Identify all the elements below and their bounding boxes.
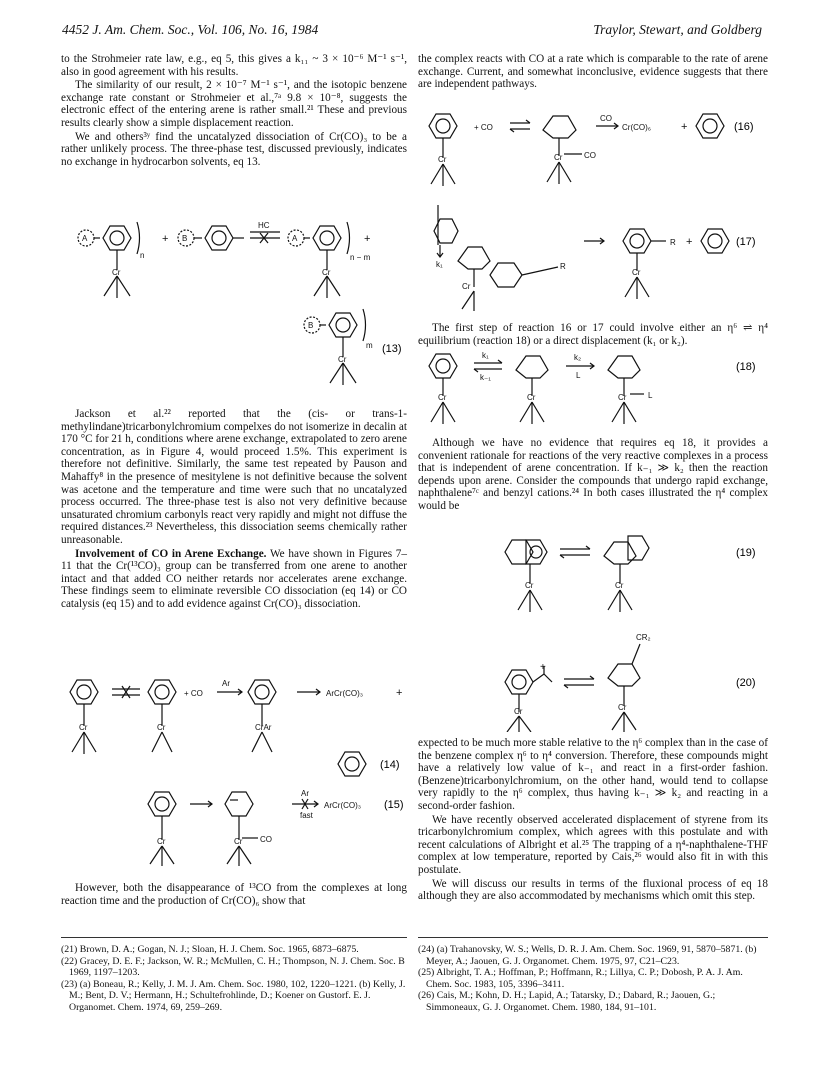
label-co: CO xyxy=(600,114,612,123)
equation-number-13: (13) xyxy=(382,343,402,355)
scheme-eq19 xyxy=(418,530,768,625)
paragraph: Jackson et al.²² reported that the (cis- or trans-1-methylindane)tricarbonylchromium compelxes do not isomerize in decalin at 170 °C for 21 h, conditions where arene exchange, extrapolated to zero arene concentration, as in Figure 4, would proceed 1.5%. This experiment is therefore not definitive. Similarly, the same test repeated by Pauson and Mahaffy⁸ in the presence of mesitylene is not definitive because the solvent was acetone and the temperature and time were such that no uncatalyzed process occurred. The three-phase test is also not very definitive because unsaturated chromium carbonyls react very rapidly and might not diffuse the required distances.²³ Nevertheless, this dissociation seems chemically rather unreasonable. xyxy=(61,408,407,546)
label-n: n xyxy=(140,251,145,260)
label-cr: Cr xyxy=(462,282,471,291)
footnote: (25) Albright, T. A.; Hoffman, P.; Hoffmann, R.; Lillya, C. P.; Dobosh, P. A. J. Am. Chem. Soc. 1983, 105, 3396–3411. xyxy=(418,967,743,990)
label-k2: k₂ xyxy=(574,353,582,362)
label-cr: Cr xyxy=(527,393,536,402)
label-crco6: Cr(CO)₆ xyxy=(622,123,651,132)
paragraph: We have recently observed accelerated displacement of styrene from its tricarbonylchromium complex, which agrees with this postulate and with recent calculations of Albright et al.²⁵ The trapping of a η⁴-naphthalene-THF complex at low temperature, reported by Cais,²⁶ would also fit in with this postulate. xyxy=(418,813,768,876)
scheme-eq18 xyxy=(418,350,768,435)
scheme-eq20 xyxy=(418,622,768,732)
label-m: m xyxy=(366,341,373,350)
footnote: (22) Gracey, D. E. F.; Jackson, W. R.; McMullen, C. H.; Thompson, N. J. Chem. Soc. B 1969, 1197–1203. xyxy=(61,955,405,979)
svg-text:+: + xyxy=(396,687,403,699)
label-R: R xyxy=(670,238,676,247)
equation-number-19: (19) xyxy=(736,547,756,559)
label-L: L xyxy=(576,371,581,380)
footnote: (21) Brown, D. A.; Gogan, N. J.; Sloan, H. J. Chem. Soc. 1965, 6873–6875. xyxy=(61,944,359,955)
equation-number-14: (14) xyxy=(380,759,400,771)
svg-text:+: + xyxy=(681,121,688,133)
scheme-eq16 xyxy=(418,100,768,200)
paragraph: expected to be much more stable relative to the η⁶ complex than in the case of the benzene complex η⁶ to η⁴ conversion. Therefore, these compounds might have a relatively low value of k₋₁ and react in a first-order fashion. (Benzene)tricarbonylchromium, on the other hand, would tend to collapse very rapidly to the η⁶ complex, thus having k₋₁ ≫ k₂ and reacting in a second-order fashion. xyxy=(418,737,768,812)
footnote: (26) Cais, M.; Kohn, D. H.; Lapid, A.; Tatarsky, D.; Dabard, R.; Jaouen, G.; Simmoneaux, G. J. Organomet. Chem. 1980, 184, 91–101. xyxy=(418,990,716,1013)
label-arcrco3: ArCr(CO)₃ xyxy=(326,689,364,698)
label-cr: Cr xyxy=(554,153,563,162)
right-column-bottom xyxy=(418,737,768,904)
equation-number-17: (17) xyxy=(736,236,756,248)
left-column-bottom xyxy=(61,882,407,908)
label-cr: Cr xyxy=(615,581,624,590)
section-paragraph: Involvement of CO in Arene Exchange. We have shown in Figures 7–11 that the Cr(¹³CO)₃ group can be transferred from one arene to another intact and that added CO neither retards nor accelerates arene exchange. These findings seem to eliminate reversible CO dissociation (eq 14) or CO catalysis (eq 15) and to add evidence against Cr(CO)₃ dissociation. xyxy=(61,547,407,610)
label-co: CO xyxy=(584,151,596,160)
svg-text:+: + xyxy=(364,233,371,245)
running-head-journal: 4452 J. Am. Chem. Soc., Vol. 106, No. 16, 1984 xyxy=(62,22,319,37)
scheme-eq14 xyxy=(62,668,412,788)
label-k1: k₁ xyxy=(482,351,489,360)
scheme-eq15 xyxy=(62,780,412,870)
label-cr: Cr xyxy=(525,581,534,590)
label-cr: Cr xyxy=(157,837,166,846)
paragraph: The similarity of our result, 2 × 10⁻⁷ M⁻¹ s⁻¹, and the isotopic benzene exchange rate constant or Strohmeier et al.,⁷ᵃ 9.8 × 10⁻⁸, suggests the electronic effect of the entering arene is rather small.²¹ These and previous results clearly show a simple displacement reaction. xyxy=(61,79,407,129)
left-column-middle xyxy=(61,408,407,612)
label-co: CO xyxy=(260,835,272,844)
footnotes-left xyxy=(61,944,407,1014)
label-B: B xyxy=(182,234,188,243)
scheme-eq13 xyxy=(62,200,412,400)
label-L: L xyxy=(648,391,653,400)
label-ar: Ar xyxy=(222,679,230,688)
label-cr: Cr xyxy=(618,393,627,402)
page-header xyxy=(62,22,762,42)
label-fast: fast xyxy=(300,811,313,820)
right-column-p3 xyxy=(418,437,768,514)
svg-text:+: + xyxy=(162,233,169,245)
footnote-divider xyxy=(61,937,407,938)
label-k1: k₁ xyxy=(436,260,443,269)
label-ar: Ar xyxy=(301,789,309,798)
label-cr: Cr xyxy=(234,837,243,846)
running-head-authors: Traylor, Stewart, and Goldberg xyxy=(593,22,762,37)
label-A: A xyxy=(292,234,298,243)
label-crar: CrAr xyxy=(255,723,272,732)
right-column-p2 xyxy=(418,322,768,348)
equation-number-18: (18) xyxy=(736,361,756,373)
label-B: B xyxy=(308,321,314,330)
label-k-minus-1: k₋₁ xyxy=(480,373,491,382)
svg-text:+: + xyxy=(540,662,546,673)
paragraph: However, both the disappearance of ¹³CO from the complexes at long reaction time and the production of Cr(CO)₆ show that xyxy=(61,882,407,907)
footnote: (23) (a) Boneau, R.; Kelly, J. M. J. Am. Chem. Soc. 1980, 102, 1220–1221. (b) Kelly, J. M.; Bent, D. V.; Hermann, H.; Schultefrohlinde, D.; Koener on Gustorf. E. J. Organomet. Chem. 1974, 69, 259–269. xyxy=(61,978,406,1013)
label-R: R xyxy=(560,262,566,271)
footnote-divider xyxy=(418,937,768,938)
label-cr: Cr xyxy=(438,155,447,164)
label-cr: Cr xyxy=(514,707,523,716)
label-A: A xyxy=(82,234,88,243)
paragraph: The first step of reaction 16 or 17 could involve either an η⁶ ⇌ η⁴ equilibrium (reaction 18) or a direct displacement (k₁ or k₂). xyxy=(418,322,768,347)
label-cr: Cr xyxy=(79,723,88,732)
label-cr: Cr xyxy=(338,355,347,364)
label-cr2: CR₂ xyxy=(636,633,651,642)
label-plus-co: + CO xyxy=(184,689,203,698)
footnotes-right xyxy=(418,944,768,1014)
equation-number-20: (20) xyxy=(736,677,756,689)
paragraph: We will discuss our results in terms of the fluxional process of eq 18 although they are also accommodated by mechanisms which omit this step. xyxy=(418,877,768,903)
footnote: (24) (a) Trahanovsky, W. S.; Wells, D. R. J. Am. Chem. Soc. 1969, 91, 5870–5871. (b) Meyer, A.; Jaouen, G. J. Organomet. Chem. 1975, 97, C21–C23. xyxy=(418,944,757,967)
equation-number-15: (15) xyxy=(384,799,404,811)
label-cr: Cr xyxy=(438,393,447,402)
label-cr: Cr xyxy=(157,723,166,732)
label-n-minus-m: n − m xyxy=(350,253,371,262)
paragraph: We and others³ʸ find the uncatalyzed dissociation of Cr(CO)₃ to be a rather unlikely process. The three-phase test, discussed previously, indicates no exchange in hydrocarbon solvents, eq 13. xyxy=(61,130,407,168)
label-cr: Cr xyxy=(322,268,331,277)
label-arcrco3: ArCr(CO)₃ xyxy=(324,801,362,810)
section-heading: Involvement of CO in Arene Exchange. xyxy=(75,547,267,560)
label-hc: HC xyxy=(258,221,270,230)
label-cr: Cr xyxy=(112,268,121,277)
left-column-top xyxy=(61,53,407,169)
label-cr: Cr xyxy=(618,703,627,712)
scheme-eq17 xyxy=(418,205,768,315)
label-plus-co: + CO xyxy=(474,123,493,132)
label-cr: Cr xyxy=(632,268,641,277)
svg-text:+: + xyxy=(686,236,693,248)
paragraph: Although we have no evidence that requires eq 18, it provides a convenient rationale for reactions of the very reactive complexes in a process that is independent of arene concentration. If k₋₁ ≫ k₂ then the reaction depends upon arene. Consider the compounds that undergo rapid exchange, naphthalene⁷ᶜ and benzyl cations.²⁴ In both cases illustrated the η⁴ complex would be xyxy=(418,437,768,512)
right-column-top xyxy=(418,53,768,92)
paragraph: to the Strohmeier rate law, e.g., eq 5, this gives a k₁₁ ~ 3 × 10⁻⁶ M⁻¹ s⁻¹, also in good agreement with his results. xyxy=(61,53,407,78)
equation-number-16: (16) xyxy=(734,121,754,133)
paragraph: the complex reacts with CO at a rate which is comparable to the rate of arene exchange. Current, and somewhat inconclusive, evidence suggests that there are independent pathways. xyxy=(418,53,768,91)
